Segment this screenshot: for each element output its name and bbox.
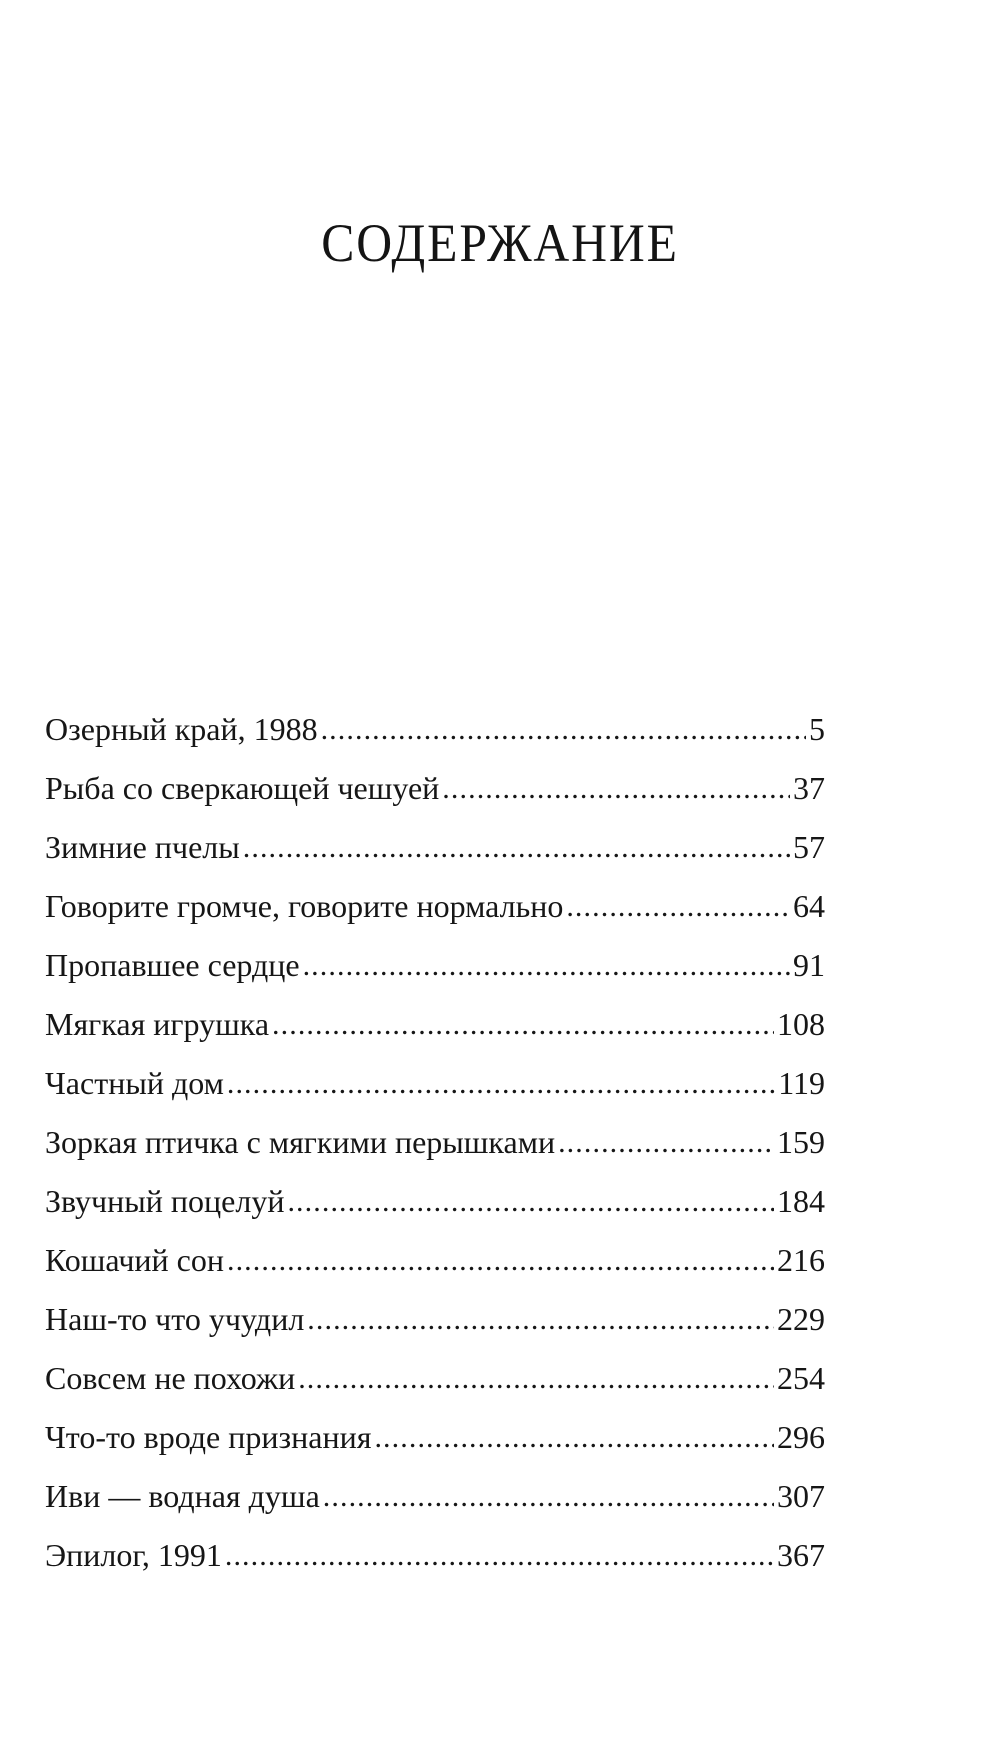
toc-entry-title: Эпилог, 1991 (45, 1537, 222, 1573)
toc-entry (45, 1467, 825, 1526)
page-title: СОДЕРЖАНИЕ (321, 213, 679, 274)
toc-entry (45, 1054, 825, 1113)
dot-leader (227, 1053, 775, 1113)
toc-entry-page: 5 (809, 711, 825, 747)
toc-entry (45, 1526, 825, 1585)
dot-leader (243, 817, 790, 877)
toc-entry-title: Что-то вроде признания (45, 1419, 372, 1455)
toc-entry (45, 1113, 825, 1172)
toc-entry-page: 254 (777, 1360, 825, 1396)
toc-entry-page: 91 (793, 947, 825, 983)
toc-entry (45, 759, 825, 818)
toc-entry-page: 307 (777, 1478, 825, 1514)
toc-entry-page: 159 (777, 1124, 825, 1160)
table-of-contents (45, 700, 825, 1585)
dot-leader (566, 876, 790, 936)
dot-leader (225, 1525, 774, 1585)
toc-entry-page: 216 (777, 1242, 825, 1278)
dot-leader (442, 758, 790, 818)
dot-leader (374, 1407, 774, 1467)
dot-leader (307, 1289, 774, 1349)
toc-entry-page: 64 (793, 888, 825, 924)
toc-entry (45, 818, 825, 877)
toc-entry-page: 37 (793, 770, 825, 806)
toc-entry (45, 1231, 825, 1290)
toc-entry (45, 700, 825, 759)
toc-entry (45, 1349, 825, 1408)
dot-leader (287, 1171, 774, 1231)
toc-entry-title: Рыба со сверкающей чешуей (45, 770, 440, 806)
toc-entry (45, 936, 825, 995)
toc-entry-title: Кошачий сон (45, 1242, 224, 1278)
toc-entry-title: Говорите громче, говорите нормально (45, 888, 564, 924)
toc-entry-page: 57 (793, 829, 825, 865)
toc-entry (45, 1290, 825, 1349)
toc-entry-page: 184 (777, 1183, 825, 1219)
toc-entry-title: Зоркая птичка с мягкими перышками (45, 1124, 556, 1160)
dot-leader (558, 1112, 774, 1172)
dot-leader (227, 1230, 774, 1290)
toc-entry-title: Частный дом (45, 1065, 224, 1101)
dot-leader (321, 699, 806, 759)
toc-entry-title: Пропавшее сердце (45, 947, 300, 983)
toc-entry (45, 1172, 825, 1231)
toc-entry-title: Совсем не похожи (45, 1360, 296, 1396)
dot-leader (272, 994, 774, 1054)
toc-entry (45, 995, 825, 1054)
dot-leader (323, 1466, 774, 1526)
toc-entry-page: 296 (777, 1419, 825, 1455)
toc-entry-page: 229 (777, 1301, 825, 1337)
toc-entry-page: 119 (778, 1065, 825, 1101)
toc-entry (45, 1408, 825, 1467)
dot-leader (303, 935, 790, 995)
dot-leader (298, 1348, 774, 1408)
toc-entry-title: Наш-то что учудил (45, 1301, 305, 1337)
toc-entry-title: Зимние пчелы (45, 829, 240, 865)
toc-entry-page: 108 (777, 1006, 825, 1042)
toc-entry-title: Озерный край, 1988 (45, 711, 318, 747)
toc-entry-title: Иви — водная душа (45, 1478, 320, 1514)
toc-entry (45, 877, 825, 936)
toc-entry-title: Звучный поцелуй (45, 1183, 285, 1219)
toc-entry-title: Мягкая игрушка (45, 1006, 270, 1042)
toc-entry-page: 367 (777, 1537, 825, 1573)
